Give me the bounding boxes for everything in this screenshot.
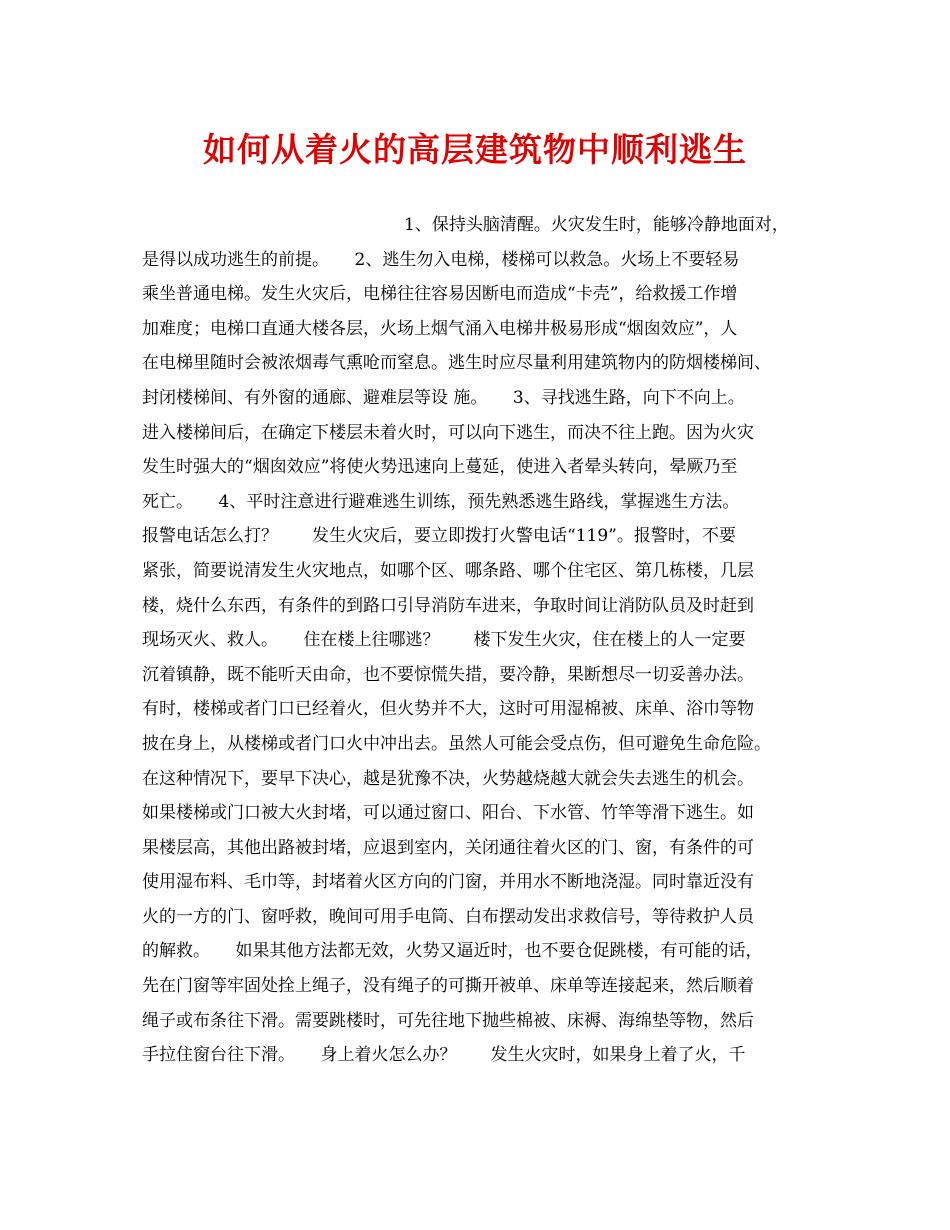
- body-line: 紧张，简要说清发生火灾地点，如哪个区、哪条路、哪个住宅区、第几栋楼，几层: [142, 560, 754, 581]
- body-line: 发生时强大的“烟囱效应”将使火势迅速向上蔓延，使进入者晕头转向，晕厥乃至: [142, 457, 738, 478]
- body-line: 沉着镇静，既不能听天由命，也不要惊慌失措，要冷静，果断想尽一切妥善办法。: [142, 664, 754, 685]
- body-line: 楼，烧什么东西，有条件的到路口引导消防车进来，争取时间让消防队员及时赶到: [142, 595, 754, 616]
- body-line: 加难度；电梯口直通大楼各层，火场上烟气涌入电梯井极易形成“烟囱效应”，人: [142, 318, 738, 339]
- body-line: 现场灭火、救人。 住在楼上往哪逃？ 楼下发生火灾，住在楼上的人一定要: [142, 630, 746, 651]
- document-title: 如何从着火的高层建筑物中顺利逃生: [203, 130, 747, 169]
- body-line: 死亡。 4、平时注意进行避难逃生训练，预先熟悉逃生路线，掌握逃生方法。: [142, 491, 740, 512]
- body-line: 绳子或布条往下滑。需要跳楼时，可先往地下抛些棉被、床褥、海绵垫等物，然后: [142, 1010, 754, 1031]
- body-line: 披在身上，从楼梯或者门口火中冲出去。虽然人可能会受点伤，但可避免生命危险。: [142, 733, 771, 754]
- body-line: 乘坐普通电梯。发生火灾后，电梯往往容易因断电而造成“卡壳”，给救援工作增: [142, 284, 738, 305]
- body-line: 有时，楼梯或者门口已经着火，但火势并不大，这时可用湿棉被、床单、浴巾等物: [142, 699, 754, 720]
- body-line: 火的一方的门、窗呼救，晚间可用手电筒、白布摆动发出求救信号，等待救护人员: [142, 906, 754, 927]
- body-line: 果楼层高，其他出路被封堵，应退到室内，关闭通往着火区的门、窗，有条件的可: [142, 837, 754, 858]
- body-line: 手拉住窗台往下滑。 身上着火怎么办？ 发生火灾时，如果身上着了火，千: [142, 1045, 746, 1066]
- body-line: 封闭楼梯间、有外窗的通廊、避难层等设 施。 3、寻找逃生路，向下不向上。: [142, 387, 745, 408]
- body-line: 报警电话怎么打？ 发生火灾后，要立即拨打火警电话“119”。报警时，不要: [142, 526, 736, 547]
- document-body: [142, 208, 822, 1073]
- body-line: 1、保持头脑清醒。火灾发生时，能够冷静地面对，: [404, 215, 789, 235]
- body-line: 先在门窗等牢固处拴上绳子，没有绳子的可撕开被单、床单等连接起来，然后顺着: [142, 976, 754, 997]
- body-line: 如果楼梯或门口被大火封堵，可以通过窗口、阳台、下水管、竹竿等滑下逃生。如: [142, 803, 754, 824]
- body-line: 使用湿布料、毛巾等，封堵着火区方向的门窗，并用水不断地浇湿。同时靠近没有: [142, 872, 754, 893]
- body-line: 在这种情况下，要早下决心，越是犹豫不决，火势越烧越大就会失去逃生的机会。: [142, 768, 754, 789]
- body-line: 的解救。 如果其他方法都无效，火势又逼近时，也不要仓促跳楼，有可能的话，: [142, 941, 763, 962]
- body-line: 是得以成功逃生的前提。 2、逃生勿入电梯，楼梯可以救急。火场上不要轻易: [142, 249, 740, 270]
- body-line: 进入楼梯间后，在确定下楼层未着火时，可以向下逃生，而决不往上跑。因为火灾: [142, 422, 754, 443]
- body-line: 在电梯里随时会被浓烟毒气熏呛而窒息。逃生时应尽量利用建筑物内的防烟楼梯间、: [142, 353, 771, 374]
